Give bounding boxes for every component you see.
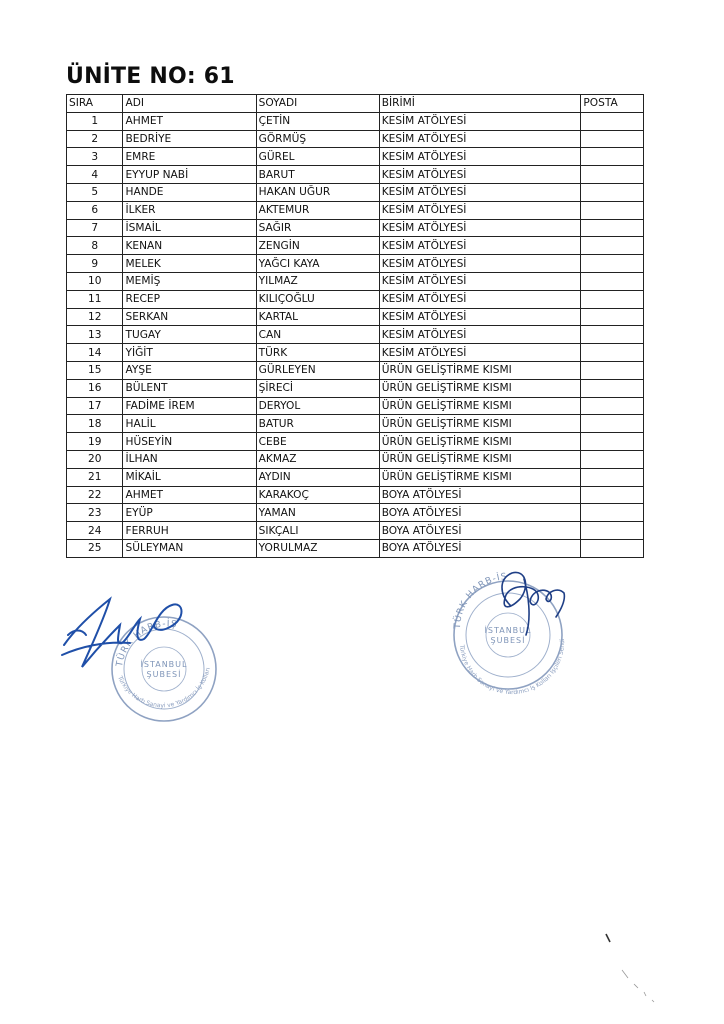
cell-posta xyxy=(581,344,644,362)
cell-birimi: ÜRÜN GELİŞTİRME KISMI xyxy=(379,433,581,451)
cell-soyadi: AYDIN xyxy=(256,468,379,486)
table-row xyxy=(67,522,644,540)
page-title: ÜNİTE NO: 61 xyxy=(66,64,235,89)
cell-birimi: ÜRÜN GELİŞTİRME KISMI xyxy=(379,397,581,415)
cell-adi: EYÜP xyxy=(123,504,256,522)
cell-sira: 24 xyxy=(67,522,123,540)
table-row xyxy=(67,183,644,201)
cell-adi: HANDE xyxy=(123,183,256,201)
cell-posta xyxy=(581,379,644,397)
cell-adi: HALİL xyxy=(123,415,256,433)
cell-adi: EMRE xyxy=(123,148,256,166)
table-row xyxy=(67,397,644,415)
table-row xyxy=(67,255,644,273)
cell-soyadi: KILIÇOĞLU xyxy=(256,290,379,308)
cell-adi: RECEP xyxy=(123,290,256,308)
cell-adi: AYŞE xyxy=(123,361,256,379)
stamp-left-graphic xyxy=(58,580,220,725)
cell-sira: 3 xyxy=(67,148,123,166)
cell-posta xyxy=(581,468,644,486)
cell-birimi: KESİM ATÖLYESİ xyxy=(379,112,581,130)
cell-soyadi: YILMAZ xyxy=(256,272,379,290)
header-soyadi: SOYADI xyxy=(256,95,379,113)
cell-posta xyxy=(581,450,644,468)
cell-soyadi: GÜREL xyxy=(256,148,379,166)
cell-birimi: KESİM ATÖLYESİ xyxy=(379,148,581,166)
cell-adi: SÜLEYMAN xyxy=(123,539,256,557)
table-row xyxy=(67,148,644,166)
table-row xyxy=(67,219,644,237)
stamp-left-outer-text: TÜRK HARB-İŞ xyxy=(115,619,179,668)
table-row xyxy=(67,379,644,397)
cell-adi: HÜSEYİN xyxy=(123,433,256,451)
cell-sira: 18 xyxy=(67,415,123,433)
cell-sira: 4 xyxy=(67,166,123,184)
cell-posta xyxy=(581,415,644,433)
cell-adi: EYYUP NABİ xyxy=(123,166,256,184)
cell-adi: MEMİŞ xyxy=(123,272,256,290)
table-row xyxy=(67,272,644,290)
stamp-right-graphic xyxy=(438,560,590,705)
cell-birimi: BOYA ATÖLYESİ xyxy=(379,486,581,504)
cell-birimi: KESİM ATÖLYESİ xyxy=(379,183,581,201)
cell-adi: FERRUH xyxy=(123,522,256,540)
cell-sira: 7 xyxy=(67,219,123,237)
cell-sira: 15 xyxy=(67,361,123,379)
cell-sira: 22 xyxy=(67,486,123,504)
cell-sira: 2 xyxy=(67,130,123,148)
cell-birimi: KESİM ATÖLYESİ xyxy=(379,130,581,148)
cell-posta xyxy=(581,522,644,540)
cell-soyadi: TÜRK xyxy=(256,344,379,362)
stamp-left-branch: ŞUBESİ xyxy=(146,670,182,679)
cell-birimi: KESİM ATÖLYESİ xyxy=(379,219,581,237)
table-row xyxy=(67,539,644,557)
cell-posta xyxy=(581,201,644,219)
cell-posta xyxy=(581,326,644,344)
cell-soyadi: YORULMAZ xyxy=(256,539,379,557)
cell-soyadi: CEBE xyxy=(256,433,379,451)
cell-posta xyxy=(581,397,644,415)
cell-adi: BÜLENT xyxy=(123,379,256,397)
cell-soyadi: DERYOL xyxy=(256,397,379,415)
table-row xyxy=(67,468,644,486)
cell-sira: 9 xyxy=(67,255,123,273)
cell-adi: KENAN xyxy=(123,237,256,255)
table-row xyxy=(67,130,644,148)
cell-soyadi: YAĞCI KAYA xyxy=(256,255,379,273)
cell-birimi: ÜRÜN GELİŞTİRME KISMI xyxy=(379,468,581,486)
cell-sira: 11 xyxy=(67,290,123,308)
cell-soyadi: GÜRLEYEN xyxy=(256,361,379,379)
stamp-right-branch: ŞUBESİ xyxy=(490,636,526,645)
cell-soyadi: KARAKOÇ xyxy=(256,486,379,504)
cell-birimi: KESİM ATÖLYESİ xyxy=(379,344,581,362)
cell-birimi: KESİM ATÖLYESİ xyxy=(379,272,581,290)
cell-birimi: KESİM ATÖLYESİ xyxy=(379,166,581,184)
cell-sira: 21 xyxy=(67,468,123,486)
cell-sira: 8 xyxy=(67,237,123,255)
stamp-left-city: İSTANBUL xyxy=(140,660,188,669)
cell-posta xyxy=(581,166,644,184)
cell-sira: 14 xyxy=(67,344,123,362)
cell-soyadi: HAKAN UĞUR xyxy=(256,183,379,201)
cell-posta xyxy=(581,308,644,326)
cell-sira: 10 xyxy=(67,272,123,290)
left-signature-stamp xyxy=(58,580,220,725)
stamp-right-bottom-text: Türkiye Harb Sanayi ve Yardımcı İş Kolları İşçileri Sendikası xyxy=(438,560,567,697)
cell-soyadi: KARTAL xyxy=(256,308,379,326)
cell-birimi: KESİM ATÖLYESİ xyxy=(379,326,581,344)
cell-sira: 19 xyxy=(67,433,123,451)
cell-birimi: KESİM ATÖLYESİ xyxy=(379,237,581,255)
table-row xyxy=(67,308,644,326)
cell-birimi: ÜRÜN GELİŞTİRME KISMI xyxy=(379,450,581,468)
cell-posta xyxy=(581,183,644,201)
cell-posta xyxy=(581,237,644,255)
cell-birimi: ÜRÜN GELİŞTİRME KISMI xyxy=(379,361,581,379)
cell-sira: 25 xyxy=(67,539,123,557)
cell-soyadi: ÇETİN xyxy=(256,112,379,130)
cell-posta xyxy=(581,361,644,379)
table-header-row xyxy=(67,95,644,113)
cell-sira: 6 xyxy=(67,201,123,219)
cell-birimi: ÜRÜN GELİŞTİRME KISMI xyxy=(379,379,581,397)
cell-adi: YİĞİT xyxy=(123,344,256,362)
cell-soyadi: SIKÇALI xyxy=(256,522,379,540)
cell-posta xyxy=(581,255,644,273)
cell-posta xyxy=(581,112,644,130)
cell-posta xyxy=(581,148,644,166)
cell-adi: TUGAY xyxy=(123,326,256,344)
header-sira: SIRA xyxy=(67,95,123,113)
cell-soyadi: ŞİRECİ xyxy=(256,379,379,397)
table-row xyxy=(67,486,644,504)
cell-posta xyxy=(581,504,644,522)
table-row xyxy=(67,112,644,130)
cell-adi: FADİME İREM xyxy=(123,397,256,415)
cell-birimi: BOYA ATÖLYESİ xyxy=(379,504,581,522)
cell-soyadi: CAN xyxy=(256,326,379,344)
table-row xyxy=(67,237,644,255)
table-row xyxy=(67,415,644,433)
cell-sira: 5 xyxy=(67,183,123,201)
svg-text:Türkiye Harb Sanayi ve Yardımc xyxy=(58,580,212,709)
cell-posta xyxy=(581,290,644,308)
cell-adi: İSMAİL xyxy=(123,219,256,237)
cell-adi: İLKER xyxy=(123,201,256,219)
cell-adi: AHMET xyxy=(123,486,256,504)
cell-sira: 20 xyxy=(67,450,123,468)
table-row xyxy=(67,290,644,308)
table-row xyxy=(67,450,644,468)
member-table xyxy=(66,94,644,558)
cell-soyadi: AKMAZ xyxy=(256,450,379,468)
cell-soyadi: BATUR xyxy=(256,415,379,433)
stamp-left-bottom-text: Türkiye Harb Sanayi ve Yardımcı İş Kolları İşçileri Sendikası xyxy=(58,580,213,710)
cell-birimi: KESİM ATÖLYESİ xyxy=(379,290,581,308)
scan-marks xyxy=(600,930,670,1010)
cell-soyadi: ZENGİN xyxy=(256,237,379,255)
cell-adi: MİKAİL xyxy=(123,468,256,486)
cell-birimi: KESİM ATÖLYESİ xyxy=(379,201,581,219)
cell-posta xyxy=(581,486,644,504)
cell-birimi: KESİM ATÖLYESİ xyxy=(379,308,581,326)
cell-posta xyxy=(581,272,644,290)
cell-sira: 23 xyxy=(67,504,123,522)
cell-sira: 16 xyxy=(67,379,123,397)
cell-birimi: BOYA ATÖLYESİ xyxy=(379,539,581,557)
cell-birimi: ÜRÜN GELİŞTİRME KISMI xyxy=(379,415,581,433)
cell-adi: İLHAN xyxy=(123,450,256,468)
cell-adi: MELEK xyxy=(123,255,256,273)
cell-sira: 13 xyxy=(67,326,123,344)
cell-soyadi: YAMAN xyxy=(256,504,379,522)
table-row xyxy=(67,344,644,362)
cell-adi: BEDRİYE xyxy=(123,130,256,148)
stamp-right-outer-text: TÜRK HARB-İŞ xyxy=(452,571,509,630)
right-signature-stamp xyxy=(438,560,590,705)
cell-posta xyxy=(581,219,644,237)
cell-posta xyxy=(581,539,644,557)
cell-sira: 1 xyxy=(67,112,123,130)
cell-sira: 17 xyxy=(67,397,123,415)
header-posta: POSTA xyxy=(581,95,644,113)
cell-posta xyxy=(581,433,644,451)
cell-soyadi: BARUT xyxy=(256,166,379,184)
cell-adi: SERKAN xyxy=(123,308,256,326)
table-row xyxy=(67,504,644,522)
cell-soyadi: SAĞIR xyxy=(256,219,379,237)
cell-soyadi: AKTEMUR xyxy=(256,201,379,219)
stamp-right-city: İSTANBUL xyxy=(484,626,532,635)
table-row xyxy=(67,433,644,451)
cell-sira: 12 xyxy=(67,308,123,326)
table-row xyxy=(67,326,644,344)
table-row xyxy=(67,166,644,184)
cell-soyadi: GÖRMÜŞ xyxy=(256,130,379,148)
header-birimi: BİRİMİ xyxy=(379,95,581,113)
header-adi: ADI xyxy=(123,95,256,113)
table-row xyxy=(67,201,644,219)
cell-birimi: BOYA ATÖLYESİ xyxy=(379,522,581,540)
cell-birimi: KESİM ATÖLYESİ xyxy=(379,255,581,273)
cell-adi: AHMET xyxy=(123,112,256,130)
cell-posta xyxy=(581,130,644,148)
table-row xyxy=(67,361,644,379)
svg-text:TÜRK HARB-İŞ xyxy=(452,572,508,630)
